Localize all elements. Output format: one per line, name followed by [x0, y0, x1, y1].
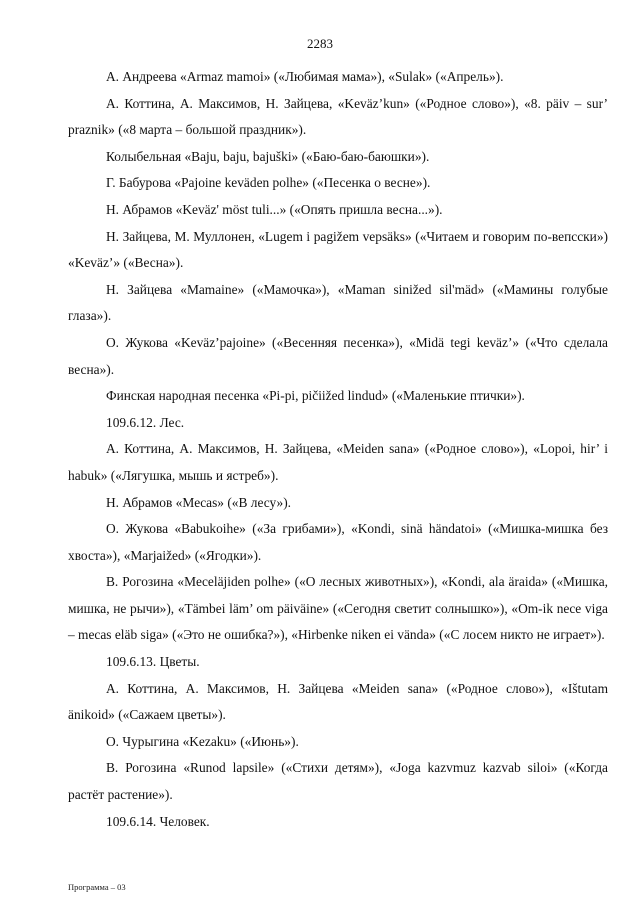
paragraph: А. Андреева «Armaz mamoi» («Любимая мама»), «Sulak» («Апрель»). [106, 69, 504, 84]
paragraph: О. Жукова «Keväz’pajoine» («Весенняя песенка»), «Midä tegi keväz’» («Что сделала весна»). [68, 334, 608, 377]
paragraph: Н. Абрамов «Keväz' möst tuli...» («Опять пришла весна...»). [106, 201, 443, 217]
paragraph: В. Рогозина «Meceläjiden polhe» («О лесных животных»), «Kondi, ala äraida» («Мишка, мишка, не рычи»), «Tämbei läm’ om päiväine» («Сегодня светит солнышко»), «Om-ik nece viga – mecas eläb siga» («Это не ошибка?»), «Hirbenke niken ei vända» («С лосем никто не играет»). [68, 574, 608, 643]
section-heading: 109.6.12. Лес. [106, 414, 185, 430]
paragraph: О. Жукова «Babukoihe» («За грибами»), «Kondi, sinä händatoi» («Мишка-мишка без хвоста»), «Marjaižed» («Ягодки»). [68, 521, 608, 563]
section-heading: 109.6.14. Человек. [106, 813, 210, 829]
page-footer: Программа – 03 [68, 882, 126, 892]
paragraph: В. Рогозина «Runod lapsile» («Стихи детям»), «Joga kazvmuz kazvab siloi» («Когда растёт растение»). [68, 760, 608, 803]
paragraph: А. Коттина, А. Максимов, Н. Зайцева «Meiden sana» («Родное слово»), «Ištutam änikoid» («Сажаем цветы»). [68, 680, 608, 723]
paragraph: Г. Бабурова «Pajoine keväden polhe» («Песенка о весне»). [106, 175, 431, 191]
page-number: 2283 [307, 36, 333, 51]
section-heading: 109.6.13. Цветы. [106, 654, 200, 670]
paragraph: Н. Зайцева, М. Муллонен, «Lugem i pagižem vepsäks» («Читаем и говорим по-вепсски») «Keväz’» («Весна»). [68, 228, 608, 271]
paragraph: Н. Зайцева «Mamaine» («Мамочка»), «Maman sinižed sil'mäd» («Мамины голубые глаза»). [68, 281, 608, 324]
page-body [68, 64, 608, 835]
paragraph: Колыбельная «Baju, baju, bajuški» («Баю-баю-баюшки»). [106, 148, 430, 164]
paragraph: А. Коттина, А. Максимов, Н. Зайцева, «Keväz’kun» («Родное слово»), «8. päiv – sur’ praznik» («8 марта – большой праздник»). [68, 95, 608, 138]
paragraph: Н. Абрамов «Mecas» («В лесу»). [106, 494, 292, 510]
paragraph: А. Коттина, А. Максимов, Н. Зайцева, «Meiden sana» («Родное слово»), «Lopoi, hir’ i habuk» («Лягушка, мышь и ястреб»). [68, 441, 608, 483]
paragraph: Финская народная песенка «Pi-pi, pičiižed lindud» («Маленькие птички»). [106, 388, 525, 404]
paragraph: О. Чурыгина «Kezaku» («Июнь»). [106, 733, 299, 749]
